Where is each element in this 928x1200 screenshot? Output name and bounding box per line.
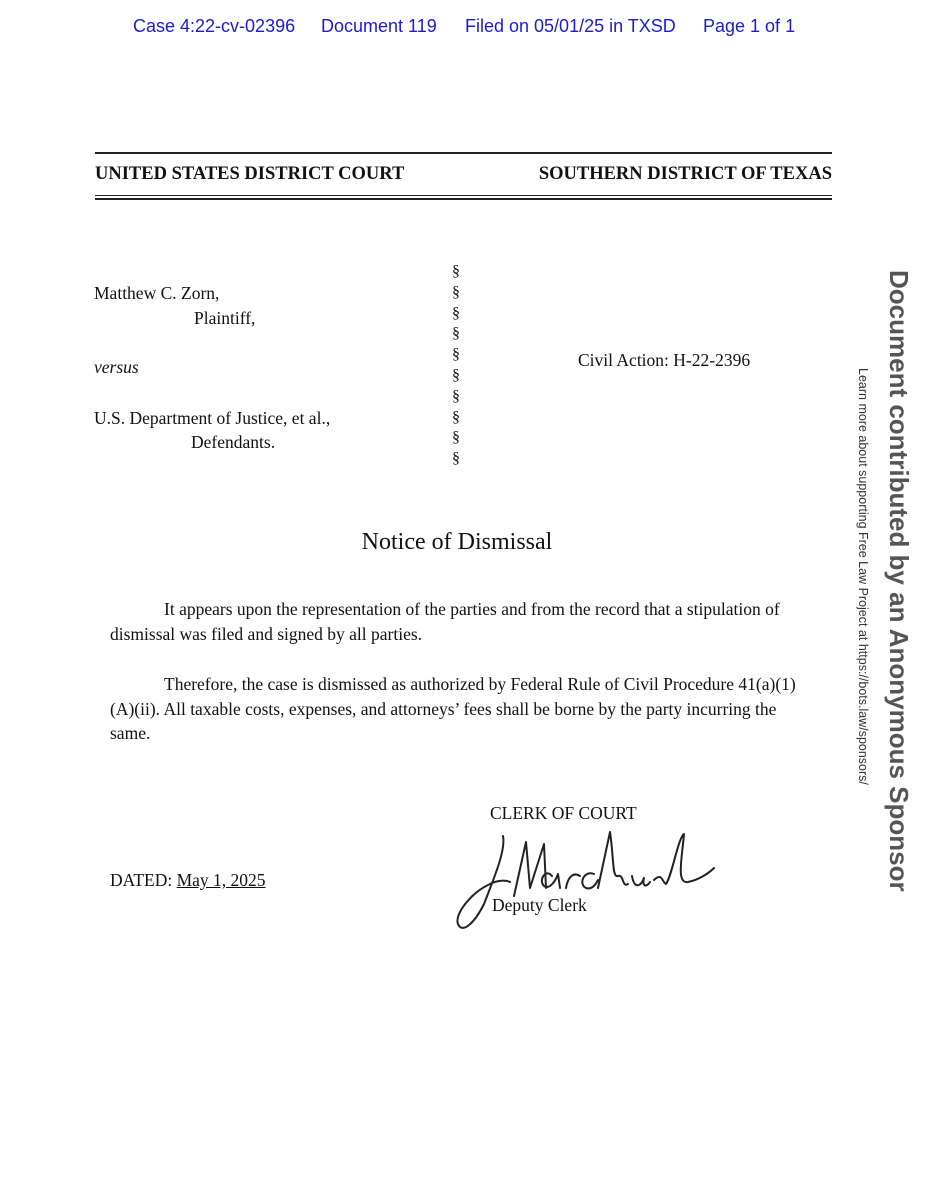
plaintiff-role: Plaintiff, xyxy=(194,308,256,328)
filing-header xyxy=(0,16,928,40)
document-number: Document 119 xyxy=(321,16,437,36)
versus: versus xyxy=(94,357,139,377)
body-paragraph-2: Therefore, the case is dismissed as authorized by Federal Rule of Civil Procedure 41(a)(1)(A)(ii). All taxable costs, expenses, and attorneys’ fees shall be borne by the party incurring the same. xyxy=(110,674,796,743)
defendant-name: U.S. Department of Justice, et al., xyxy=(94,408,331,428)
clerk-signature xyxy=(448,818,718,938)
court-rule-2 xyxy=(95,198,832,200)
dated-label: DATED: xyxy=(110,870,173,890)
watermark-main: Document contributed by an Anonymous Sponsor xyxy=(884,270,914,892)
dated-line xyxy=(110,870,266,891)
clerk-title: CLERK OF COURT xyxy=(490,803,637,823)
court-district: SOUTHERN DISTRICT OF TEXAS xyxy=(538,164,832,184)
filed-date: Filed on 05/01/25 in TXSD xyxy=(465,16,676,36)
court-rule-1 xyxy=(95,195,832,196)
section-marks: § § § § § § § § § § xyxy=(452,263,460,468)
court-top-rule xyxy=(95,152,832,154)
deputy-clerk: Deputy Clerk xyxy=(492,895,587,915)
dated-value: May 1, 2025 xyxy=(176,870,266,890)
plaintiff-name: Matthew C. Zorn, xyxy=(94,283,220,303)
court-name: UNITED STATES DISTRICT COURT xyxy=(95,164,405,184)
civil-action: Civil Action: H-22-2396 xyxy=(578,350,751,370)
case-number: Case 4:22-cv-02396 xyxy=(133,16,296,36)
notice-title: Notice of Dismissal xyxy=(361,529,553,555)
defendant-role: Defendants. xyxy=(191,432,276,452)
page-indicator: Page 1 of 1 xyxy=(703,16,796,36)
sponsor-watermark xyxy=(850,270,920,930)
body-paragraph-1: It appears upon the representation of the parties and from the record that a stipulation of dismissal was filed and signed by all parties. xyxy=(110,599,780,644)
watermark-sub: Learn more about supporting Free Law Project at https://bots.law/sponsors/ xyxy=(856,368,870,785)
